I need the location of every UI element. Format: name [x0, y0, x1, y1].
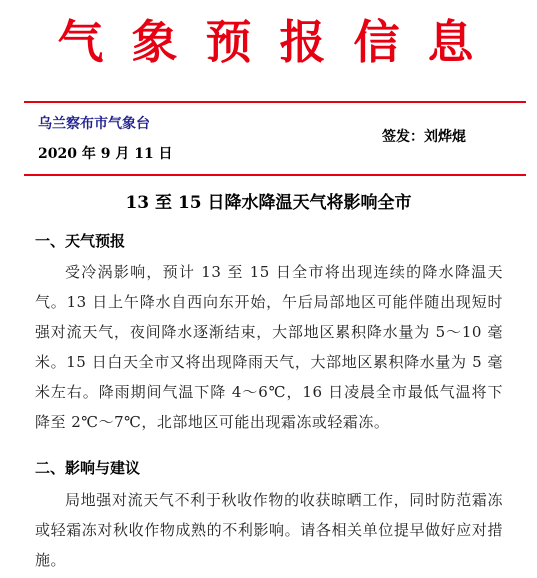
document-title: 13 至 15 日降水降温天气将影响全市	[125, 193, 412, 213]
issuing-organization: 乌兰察布市气象台	[38, 116, 150, 132]
section-body-forecast: 受冷涡影响，预计 13 至 15 日全市将出现连续的降水降温天气。13 日上午降水自西向东开始，午后局部地区可能伴随出现短时强对流天气，夜间降水逐渐结束，大部地区累积降水量为 5～10 毫米。15 日白天全市又将出现降雨天气，大部地区累积降水量为 5 毫米左右。降雨期间气温下降 4～6℃，16 日凌晨全市最低气温将下降至 2℃～7℃，北部地区可能出现霜冻或轻霜冻。	[35, 263, 503, 431]
masthead-title: 气 象 预 报 信 息	[57, 15, 480, 69]
section-heading-impact: 二、影响与建议	[35, 459, 141, 477]
signer: 签发：刘烨焜	[382, 129, 466, 145]
masthead-divider	[24, 101, 526, 103]
section-heading-forecast: 一、天气预报	[35, 232, 126, 250]
header-divider	[24, 174, 526, 176]
section-body-impact: 局地强对流天气不利于秋收作物的收获晾晒工作，同时防范霜冻或轻霜冻对秋收作物成熟的不利影响。请各相关单位提早做好应对措施。	[35, 491, 503, 569]
issue-date: 2020 年 9 月 11 日	[38, 146, 173, 162]
